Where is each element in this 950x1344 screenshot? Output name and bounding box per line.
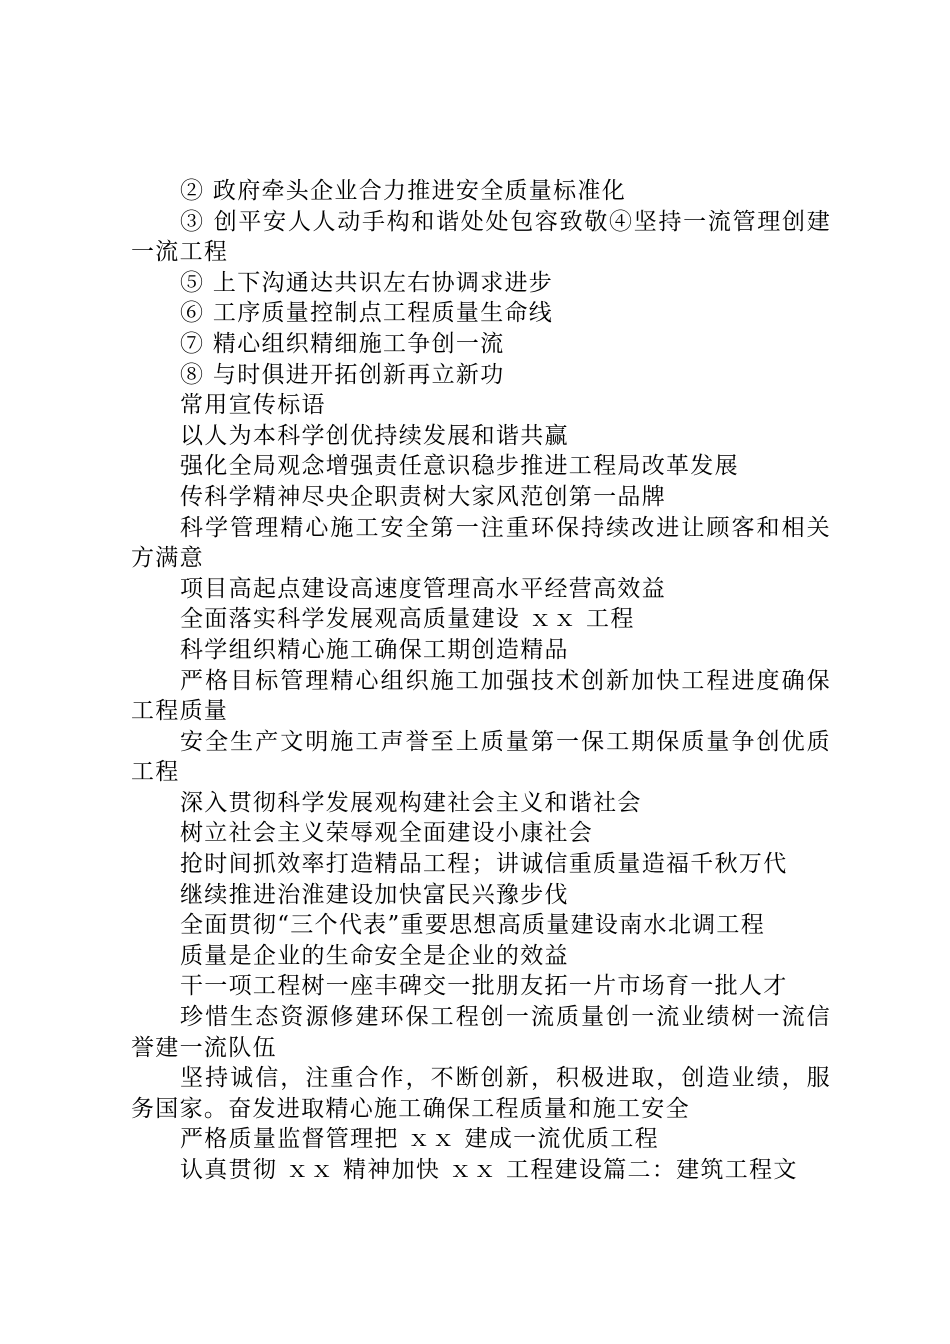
paragraph-11: 科学管理精心施工安全第一注重环保持续改进让顾客和相关方满意 [131,514,831,572]
paragraph-9: 强化全局观念增强责任意识稳步推进工程局改革发展 [180,453,739,480]
paragraph-27: 认真贯彻 ｘｘ 精神加快 ｘｘ 工程建设篇二：建筑工程文 [180,1157,798,1183]
paragraph-22: 质量是企业的生命安全是企业的效益 [180,942,569,969]
paragraph-18: 树立社会主义荣辱观全面建设小康社会 [180,820,594,847]
paragraph-16: 安全生产文明施工声誉至上质量第一保工期保质量争创优质工程 [131,728,831,786]
paragraph-20: 继续推进治淮建设加快富民兴豫步伐 [180,881,569,908]
paragraph-17: 深入贯彻科学发展观构建社会主义和谐社会 [180,789,642,816]
paragraph-2: ③ 创平安人人动手构和谐处处包容致敬④坚持一流管理创建一流工程 [131,208,831,266]
paragraph-5: ⑦ 精心组织精细施工争创一流 [180,330,505,357]
paragraph-1: ② 政府牵头企业合力推进安全质量标准化 [180,178,627,204]
paragraph-4: ⑥ 工序质量控制点工程质量生命线 [180,300,554,327]
paragraph-15: 严格目标管理精心组织施工加强技术创新加快工程进度确保工程质量 [131,667,831,725]
paragraph-23: 干一项工程树一座丰碑交一批朋友拓一片市场育一批人才 [180,973,788,1000]
paragraph-10: 传科学精神尽央企职责树大家风范创第一品牌 [180,483,666,510]
paragraph-24: 珍惜生态资源修建环保工程创一流质量创一流业绩树一流信誉建一流队伍 [131,1004,831,1061]
paragraph-8: 以人为本科学创优持续发展和谐共赢 [180,422,569,449]
paragraph-21: 全面贯彻“三个代表”重要思想高质量建设南水北调工程 [180,912,766,939]
paragraph-26: 严格质量监督管理把 ｘｘ 建成一流优质工程 [180,1126,659,1153]
paragraph-19: 抢时间抓效率打造精品工程；讲诚信重质量造福千秋万代 [180,851,788,878]
paragraph-14: 科学组织精心施工确保工期创造精品 [180,636,569,663]
document-body [131,176,831,1186]
paragraph-25: 坚持诚信，注重合作，不断创新，积极进取，创造业绩，服务国家。奋发进取精心施工确保工程质量和施工安全 [131,1065,831,1122]
paragraph-12: 项目高起点建设高速度管理高水平经营高效益 [180,575,666,602]
paragraph-6: ⑧ 与时俱进开拓创新再立新功 [180,361,505,388]
section-heading: 常用宣传标语 [180,392,326,419]
paragraph-3: ⑤ 上下沟通达共识左右协调求进步 [180,269,554,296]
paragraph-13: 全面落实科学发展观高质量建设 ｘｘ 工程 [180,606,635,633]
